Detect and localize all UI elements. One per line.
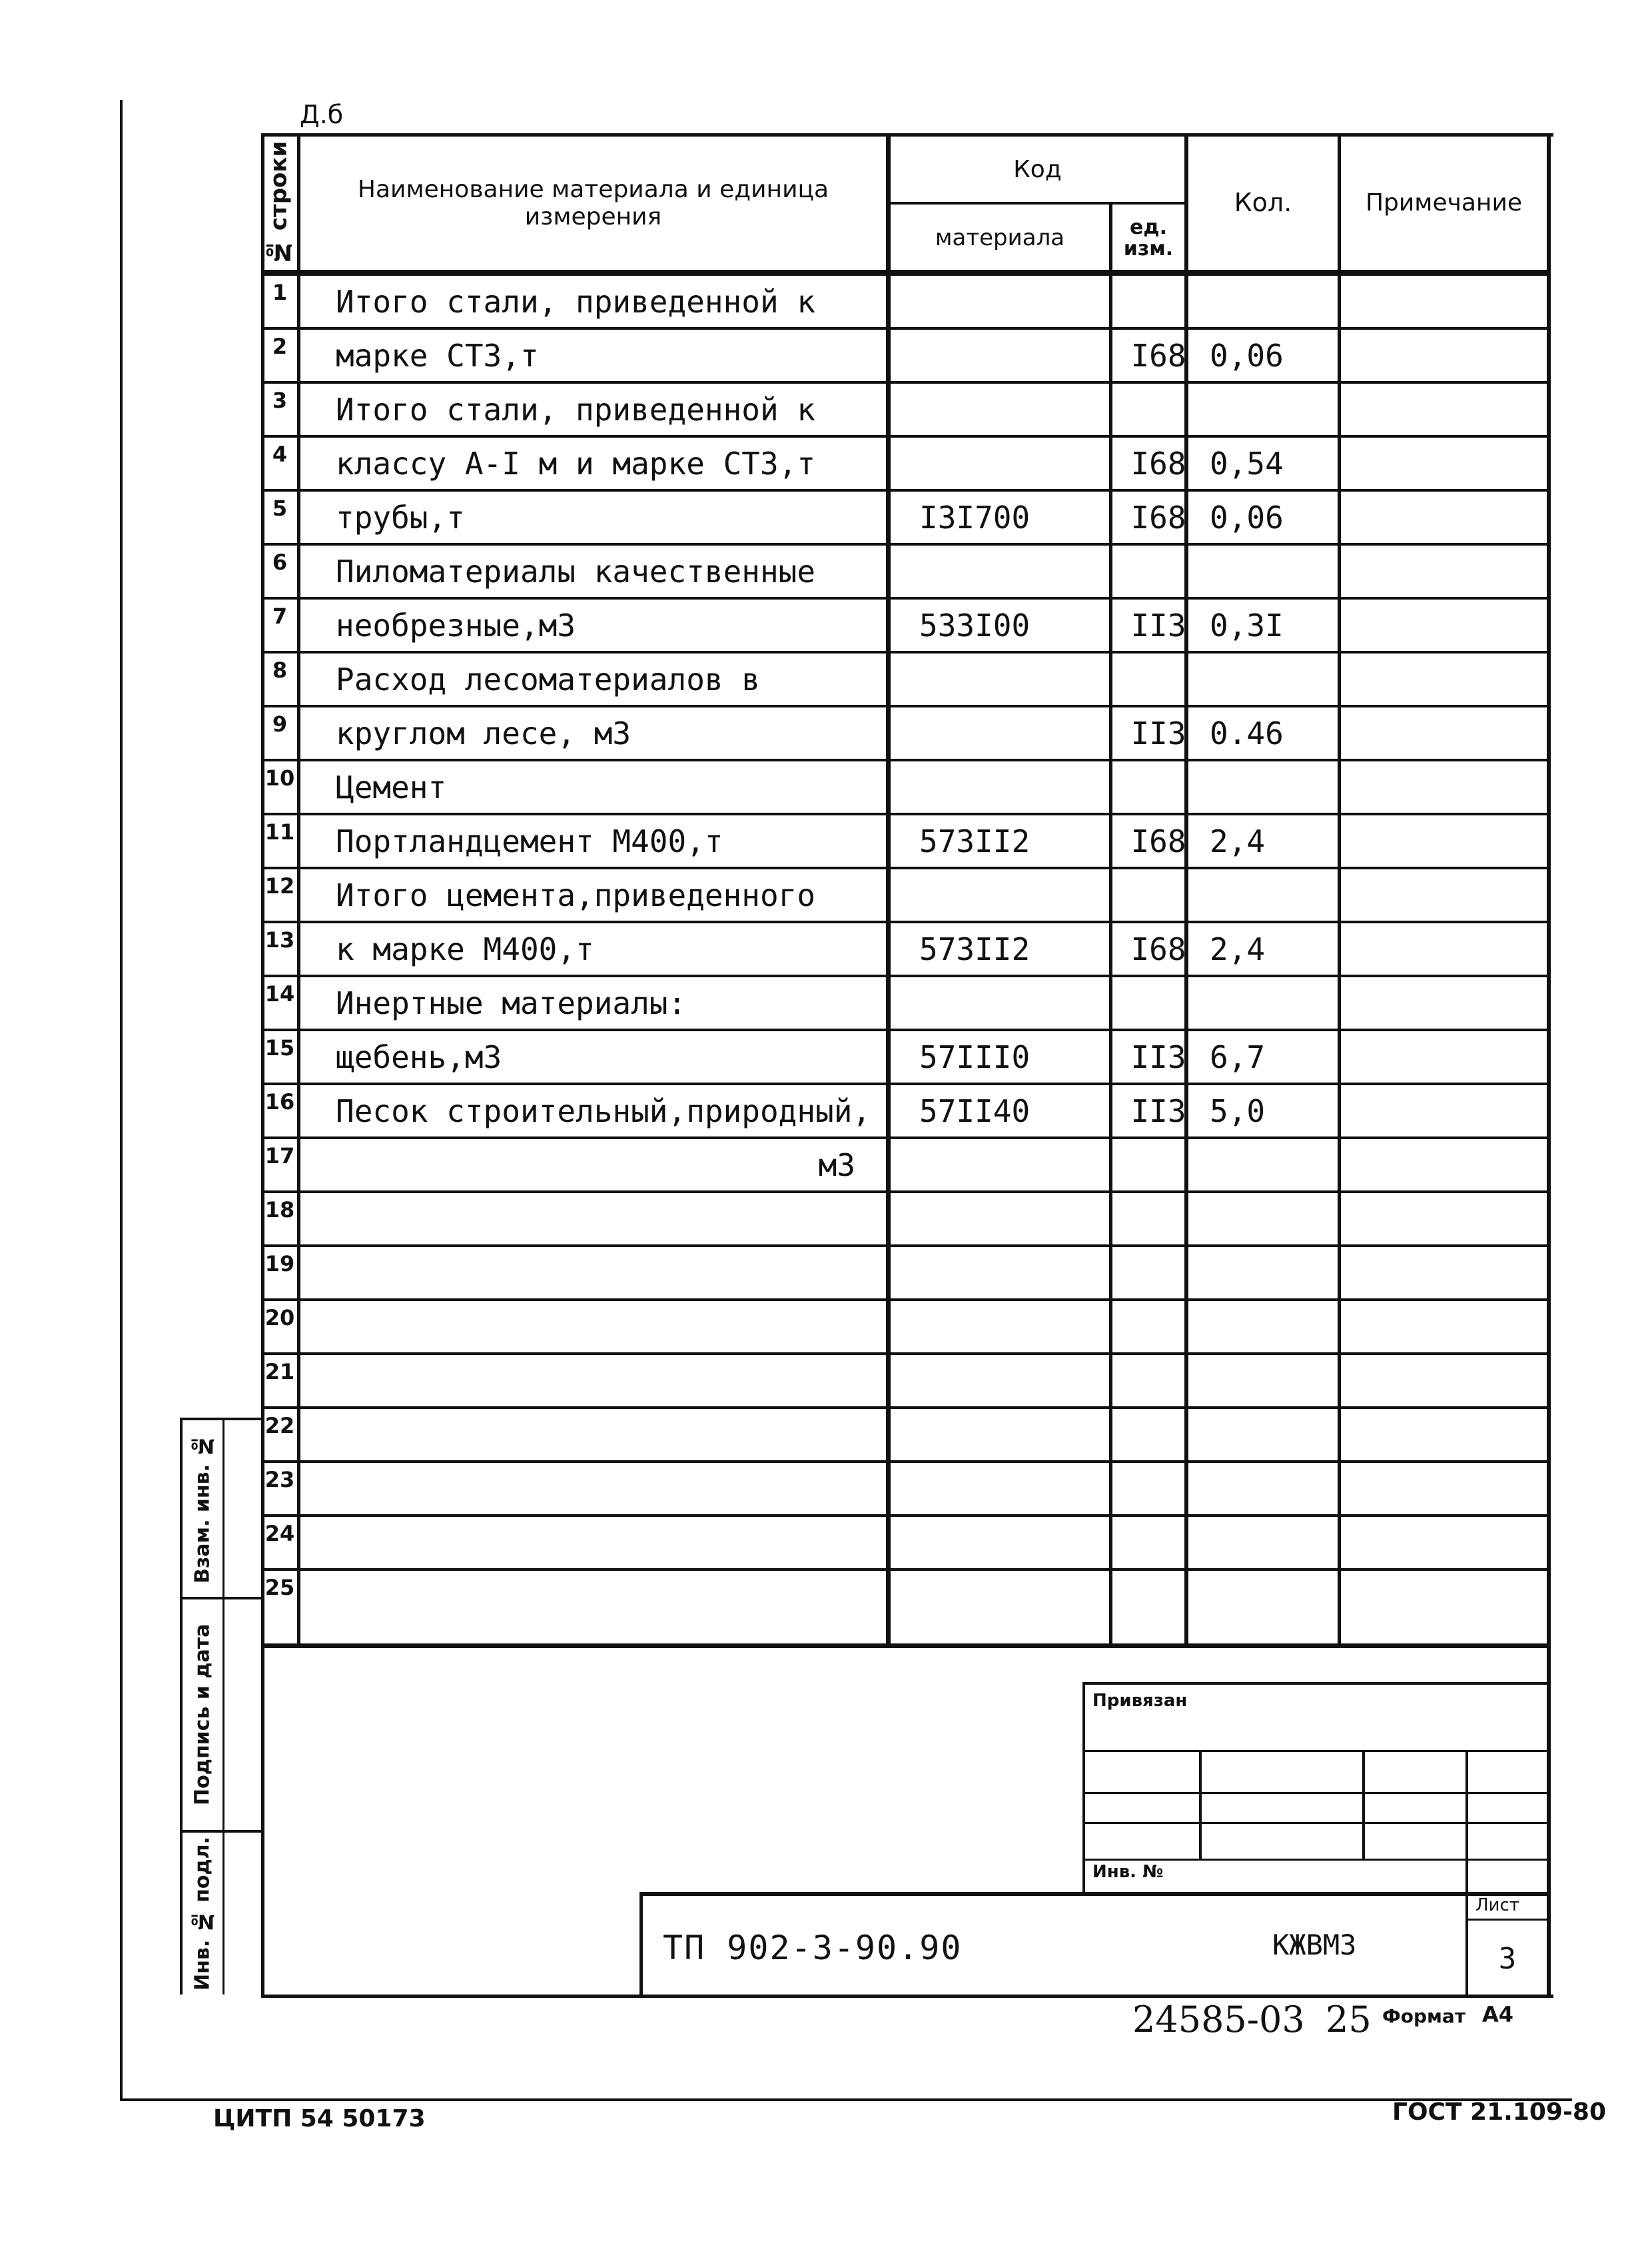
row-number: 16 — [264, 1089, 295, 1115]
table-row — [261, 1193, 1549, 1244]
row-unit — [1122, 546, 1195, 597]
stamp-line-2 — [1082, 1792, 1551, 1794]
row-number: 23 — [264, 1467, 295, 1492]
header-unit: ед. изм. — [1123, 216, 1174, 260]
footer-left-print: ЦИТП 54 50173 — [213, 2105, 426, 2132]
row-number: 10 — [264, 765, 295, 791]
table-row — [261, 546, 1549, 597]
row-unit: I68 — [1130, 823, 1186, 859]
row-name — [336, 1571, 909, 1622]
side-box-inner-line — [222, 1418, 224, 1995]
row-number: 5 — [272, 496, 288, 521]
row-name: круглом лесе, м3 — [336, 715, 631, 751]
row-qty — [1210, 1355, 1343, 1406]
row-number: 9 — [272, 711, 288, 737]
header-row-no: № строки — [265, 141, 292, 266]
table-row — [261, 1571, 1549, 1622]
row-unit — [1122, 1409, 1195, 1460]
row-unit — [1122, 1463, 1195, 1514]
row-number: 12 — [264, 873, 295, 899]
table-row — [261, 1463, 1549, 1514]
table-row — [261, 1247, 1549, 1298]
side-label-podpis: Подпись и дата — [191, 1623, 214, 1806]
side-label-inv: Инв. № подл. — [191, 1836, 214, 1991]
row-qty — [1210, 276, 1343, 327]
format-value: А4 — [1482, 2002, 1514, 2027]
row-number: 11 — [264, 819, 295, 845]
table-row — [261, 869, 1549, 921]
row-name: Песок строительный,природный, — [336, 1093, 871, 1129]
row-code: 533I00 — [919, 607, 1031, 644]
table-row — [261, 707, 1549, 759]
row-qty — [1210, 761, 1343, 813]
row-name: марке СТ3,т — [336, 337, 539, 374]
row-code: 57III0 — [919, 1039, 1031, 1075]
row-name: Портландцемент М400,т — [336, 823, 723, 859]
row-name: классу А-I м и марке СТ3,т — [336, 445, 816, 482]
row-qty — [1210, 869, 1343, 921]
header-code-divider — [886, 202, 1186, 205]
table-row — [261, 384, 1549, 435]
row-number: 22 — [264, 1413, 295, 1438]
row-qty — [1210, 1463, 1343, 1514]
row-number: 19 — [264, 1251, 295, 1276]
stamp-left-line — [1082, 1682, 1085, 1895]
row-name: Итого стали, приведенной к — [336, 391, 816, 428]
row-number: 3 — [272, 388, 288, 413]
row-number: 15 — [264, 1035, 295, 1061]
row-name — [336, 1409, 909, 1460]
row-name: к марке М400,т — [336, 931, 594, 967]
stamp-top-line — [1082, 1682, 1551, 1685]
row-qty: 0,06 — [1210, 337, 1284, 374]
table-row — [261, 1085, 1549, 1136]
row-qty — [1210, 1409, 1343, 1460]
row-unit — [1122, 1571, 1195, 1622]
row-name: щебень,м3 — [336, 1039, 502, 1075]
row-unit — [1122, 1355, 1195, 1406]
table-row — [261, 923, 1549, 975]
row-qty — [1210, 977, 1343, 1029]
row-number: 14 — [264, 981, 295, 1007]
row-name: Цемент — [336, 769, 447, 805]
row-code — [919, 1301, 1132, 1352]
row-name — [336, 1355, 909, 1406]
row-qty: 0.46 — [1210, 715, 1284, 751]
handwritten-count: 25 — [1326, 1999, 1372, 2040]
row-unit — [1122, 384, 1195, 435]
row-number: 24 — [264, 1521, 295, 1546]
row-code — [919, 761, 1132, 813]
header-separator — [261, 270, 1551, 276]
row-code — [919, 1139, 1132, 1190]
row-unit: II3 — [1130, 1039, 1186, 1075]
row-name — [336, 1517, 909, 1568]
row-unit: II3 — [1130, 715, 1186, 751]
row-unit: II3 — [1130, 607, 1186, 644]
frame-bottom-border — [261, 1995, 1553, 1998]
row-number: 6 — [272, 550, 288, 575]
margin-line — [120, 100, 123, 2098]
table-row — [261, 330, 1549, 381]
table-row — [261, 1355, 1549, 1406]
row-qty: 5,0 — [1210, 1093, 1266, 1129]
row-qty — [1210, 654, 1343, 705]
row-unit — [1122, 761, 1195, 813]
table-row — [261, 815, 1549, 867]
sheet-label-line — [1465, 1919, 1551, 1921]
row-code — [919, 438, 1132, 489]
row-qty: 6,7 — [1210, 1039, 1266, 1075]
row-code — [919, 1517, 1132, 1568]
stamp-privyazan: Привязан — [1092, 1691, 1188, 1711]
row-number: 17 — [264, 1143, 295, 1168]
row-unit — [1122, 276, 1195, 327]
table-row — [261, 761, 1549, 813]
header-qty: Кол. — [1234, 188, 1292, 218]
row-qty: 0,3I — [1210, 607, 1284, 644]
row-name: Итого стали, приведенной к — [336, 283, 816, 320]
row-unit: I68 — [1130, 499, 1186, 536]
row-unit — [1122, 977, 1195, 1029]
row-code — [919, 869, 1132, 921]
table-row — [261, 600, 1549, 651]
row-name: трубы,т — [336, 499, 465, 536]
header-code: Код — [1013, 156, 1062, 184]
header-name: Наименование материала и единица измерения — [357, 175, 829, 230]
row-number: 4 — [272, 442, 288, 467]
row-number: 20 — [264, 1305, 295, 1330]
row-unit: I68 — [1130, 931, 1186, 967]
table-row — [261, 1139, 1549, 1190]
row-code — [919, 654, 1132, 705]
row-code — [919, 276, 1132, 327]
row-name — [336, 1247, 909, 1298]
row-qty — [1210, 1517, 1343, 1568]
handwritten-number: 24585-03 — [1132, 1999, 1305, 2040]
title-block-top-line — [639, 1892, 1551, 1896]
row-number: 25 — [264, 1575, 295, 1600]
row-code — [919, 1193, 1132, 1244]
row-code — [919, 707, 1132, 759]
table-row — [261, 1409, 1549, 1460]
row-qty: 0,54 — [1210, 445, 1284, 482]
row-code: I3I700 — [919, 499, 1031, 536]
row-name: Пиломатериалы качественные — [336, 553, 816, 590]
row-name: Итого цемента,приведенного — [336, 877, 816, 913]
row-number: 8 — [272, 658, 288, 683]
stamp-inv-no: Инв. № — [1092, 1862, 1164, 1882]
row-name: Расход лесоматериалов в — [336, 661, 760, 697]
row-qty — [1210, 1247, 1343, 1298]
row-unit — [1122, 1517, 1195, 1568]
row-unit — [1122, 869, 1195, 921]
row-qty — [1210, 1139, 1343, 1190]
row-code: 57II40 — [919, 1093, 1031, 1129]
stamp-line-3 — [1082, 1822, 1551, 1824]
row-qty: 0,06 — [1210, 499, 1284, 536]
corner-mark: Д.б — [300, 100, 344, 129]
header-note: Примечание — [1365, 189, 1523, 217]
row-qty: 2,4 — [1210, 931, 1266, 967]
row-unit: I68 — [1130, 337, 1186, 374]
row-number: 13 — [264, 927, 295, 953]
row-qty — [1210, 1301, 1343, 1352]
table-row — [261, 977, 1549, 1029]
row-code — [919, 977, 1132, 1029]
row-name: Инертные материалы: — [336, 985, 687, 1021]
row-qty — [1210, 384, 1343, 435]
row-number: 21 — [264, 1359, 295, 1384]
table-row — [261, 492, 1549, 543]
row-code — [919, 384, 1132, 435]
stamp-col-2 — [1362, 1750, 1365, 1860]
row-code — [919, 1355, 1132, 1406]
row-number: 2 — [272, 334, 288, 359]
bottom-margin-line — [120, 2098, 1572, 2101]
row-code — [919, 1247, 1132, 1298]
row-unit — [1122, 1247, 1195, 1298]
side-label-vzam: Взам. инв. № — [191, 1434, 214, 1583]
stamp-sheet-no: 3 — [1498, 1941, 1517, 1976]
row-code: 573II2 — [919, 823, 1031, 859]
stamp-line-4 — [1082, 1859, 1551, 1861]
table-bottom-border — [261, 1643, 1551, 1648]
table-row — [261, 438, 1549, 489]
row-unit: II3 — [1130, 1093, 1186, 1129]
footer-right-print: ГОСТ 21.109-80 — [1392, 2098, 1607, 2126]
row-code — [919, 546, 1132, 597]
stamp-doc-code: ТП 902-3-90.90 — [663, 1929, 963, 1967]
row-name — [336, 1193, 909, 1244]
row-unit — [1122, 1193, 1195, 1244]
header-material: материала — [935, 224, 1065, 251]
row-qty — [1210, 546, 1343, 597]
format-label: Формат — [1382, 2005, 1466, 2027]
row-number: 18 — [264, 1197, 295, 1222]
row-unit — [1122, 654, 1195, 705]
table-row — [261, 1031, 1549, 1083]
row-unit: I68 — [1130, 445, 1186, 482]
table-row — [261, 1517, 1549, 1568]
stamp-col-1 — [1199, 1750, 1202, 1860]
row-number: 7 — [272, 604, 288, 629]
stamp-mark: КЖВМ3 — [1272, 1929, 1357, 1961]
table-row — [261, 654, 1549, 705]
table-row — [261, 1301, 1549, 1352]
row-name — [336, 1301, 909, 1352]
row-code — [919, 1409, 1132, 1460]
row-name: м3 — [818, 1146, 855, 1183]
row-code — [919, 1463, 1132, 1514]
table-row — [261, 276, 1549, 327]
row-unit — [1122, 1139, 1195, 1190]
row-qty — [1210, 1193, 1343, 1244]
row-code — [919, 330, 1132, 381]
row-name — [336, 1463, 909, 1514]
row-code: 573II2 — [919, 931, 1031, 967]
row-qty — [1210, 1571, 1343, 1622]
row-qty: 2,4 — [1210, 823, 1266, 859]
row-code — [919, 1571, 1132, 1622]
stamp-sheet-label: Лист — [1475, 1895, 1519, 1915]
row-number: 1 — [272, 280, 288, 305]
row-unit — [1122, 1301, 1195, 1352]
title-block-left-line — [639, 1892, 643, 1997]
stamp-line-1 — [1082, 1750, 1551, 1752]
row-name: необрезные,м3 — [336, 607, 576, 644]
